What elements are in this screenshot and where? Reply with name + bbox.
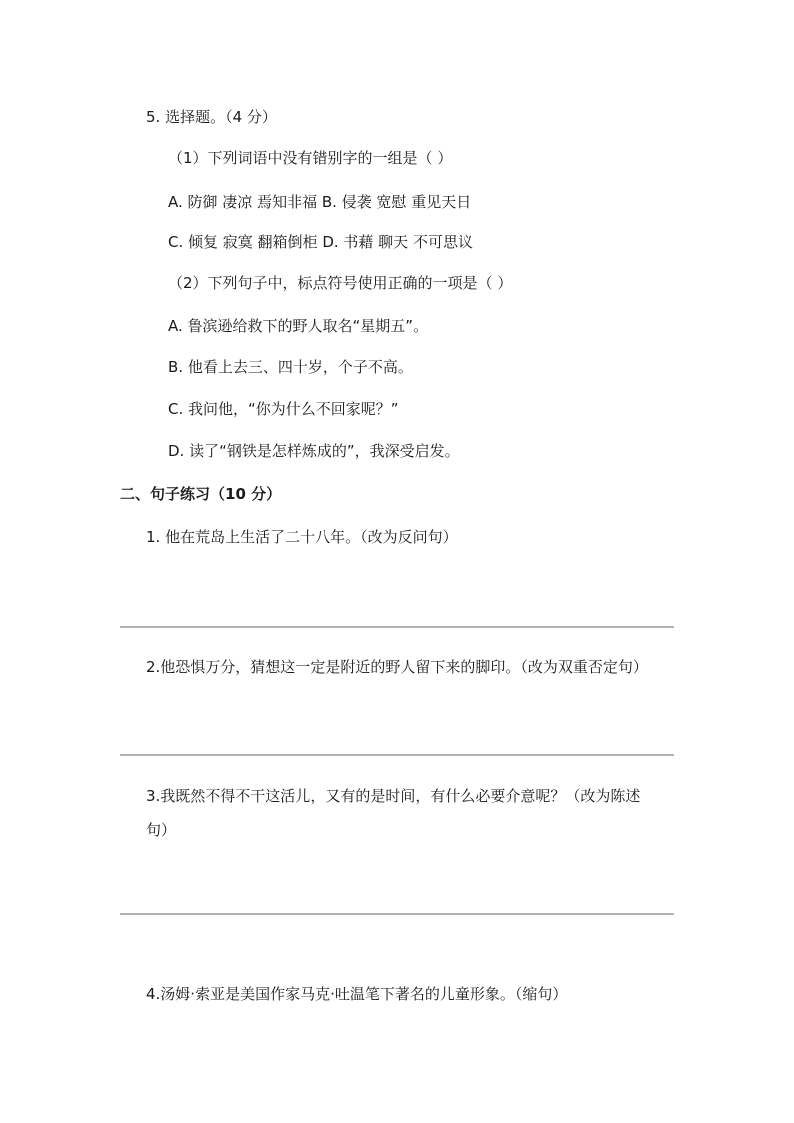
q5-sub1-options-cd: C. 倾复 寂寞 翻箱倒柜 D. 书藉 聊天 不可思议 (168, 233, 473, 251)
q5-sub2-option-c: C. 我问他，“你为什么不回家呢？” (168, 400, 399, 418)
sentence-item-3: 3.我既然不得不干这活儿，又有的是时间，有什么必要介意呢？（改为陈述 (146, 787, 641, 805)
section2-heading: 二、句子练习（10 分） (120, 485, 282, 503)
sentence-item-3-continued: 句） (146, 821, 177, 839)
answer-line-3 (120, 913, 674, 915)
answer-line-2 (120, 754, 674, 756)
q5-sub2-question: （2）下列句子中，标点符号使用正确的一项是（ ） (168, 274, 513, 292)
q5-sub2-option-b: B. 他看上去三、四十岁，个子不高。 (168, 358, 413, 376)
q5-sub1-options-ab: A. 防御 凄凉 焉知非福 B. 侵袭 宽慰 重见天日 (168, 193, 472, 211)
q5-sub2-option-a: A. 鲁滨逊给救下的野人取名“星期五”。 (168, 317, 429, 335)
q5-title: 5. 选择题。（4 分） (146, 108, 277, 126)
sentence-item-2: 2.他恐惧万分，猜想这一定是附近的野人留下来的脚印。（改为双重否定句） (146, 658, 648, 676)
sentence-item-4: 4.汤姆·索亚是美国作家马克·吐温笔下著名的儿童形象。（缩句） (146, 985, 568, 1003)
sentence-item-1: 1. 他在荒岛上生活了二十八年。（改为反问句） (146, 528, 458, 546)
answer-line-1 (120, 626, 674, 628)
q5-sub2-option-d: D. 读了“钢铁是怎样炼成的”，我深受启发。 (168, 442, 460, 460)
q5-sub1-question: （1）下列词语中没有错别字的一组是（ ） (168, 149, 453, 167)
